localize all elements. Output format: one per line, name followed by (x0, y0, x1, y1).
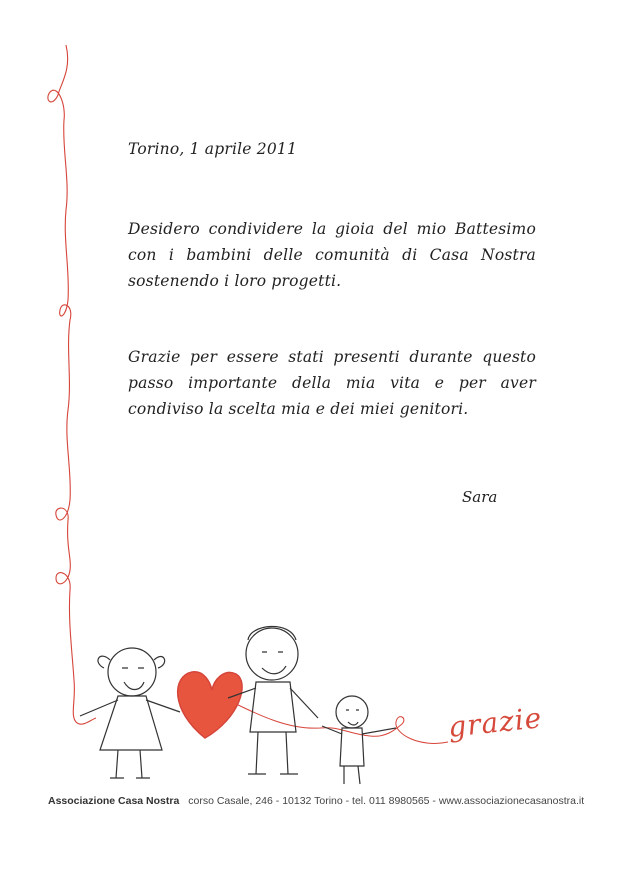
heart-drawing (178, 672, 242, 738)
paragraph-2-line: Grazie per essere stati presenti durante questo (128, 348, 536, 366)
paragraph-1 (128, 216, 536, 294)
footer (48, 795, 588, 807)
paragraph-2 (128, 344, 536, 422)
paragraph-2-line: passo importante della mia vita e per aver (128, 374, 536, 392)
paragraph-2-line: condiviso la scelta mia e dei miei genitori. (128, 400, 469, 418)
boy-drawing (228, 626, 318, 774)
letter-body (128, 136, 536, 418)
footer-address: corso Casale, 246 - 10132 Torino - tel. 011 8980565 - www.associazionecasanostra.it (188, 795, 585, 807)
signature: Sara (462, 488, 498, 506)
grazie-handwritten: grazie (446, 701, 544, 744)
toddler-drawing (322, 696, 396, 784)
paragraph-1-line: con i bambini delle comunità di Casa Nostra (128, 246, 536, 264)
paragraph-1-line: sostenendo i loro progetti. (128, 272, 342, 290)
letter-date: Torino, 1 aprile 2011 (128, 140, 298, 158)
footer-organization: Associazione Casa Nostra (48, 795, 180, 807)
red-thread-line (48, 45, 96, 724)
girl-drawing (80, 648, 180, 778)
red-thread-right (228, 700, 448, 743)
paragraph-1-line: Desidero condividere la gioia del mio Battesimo (128, 220, 536, 238)
